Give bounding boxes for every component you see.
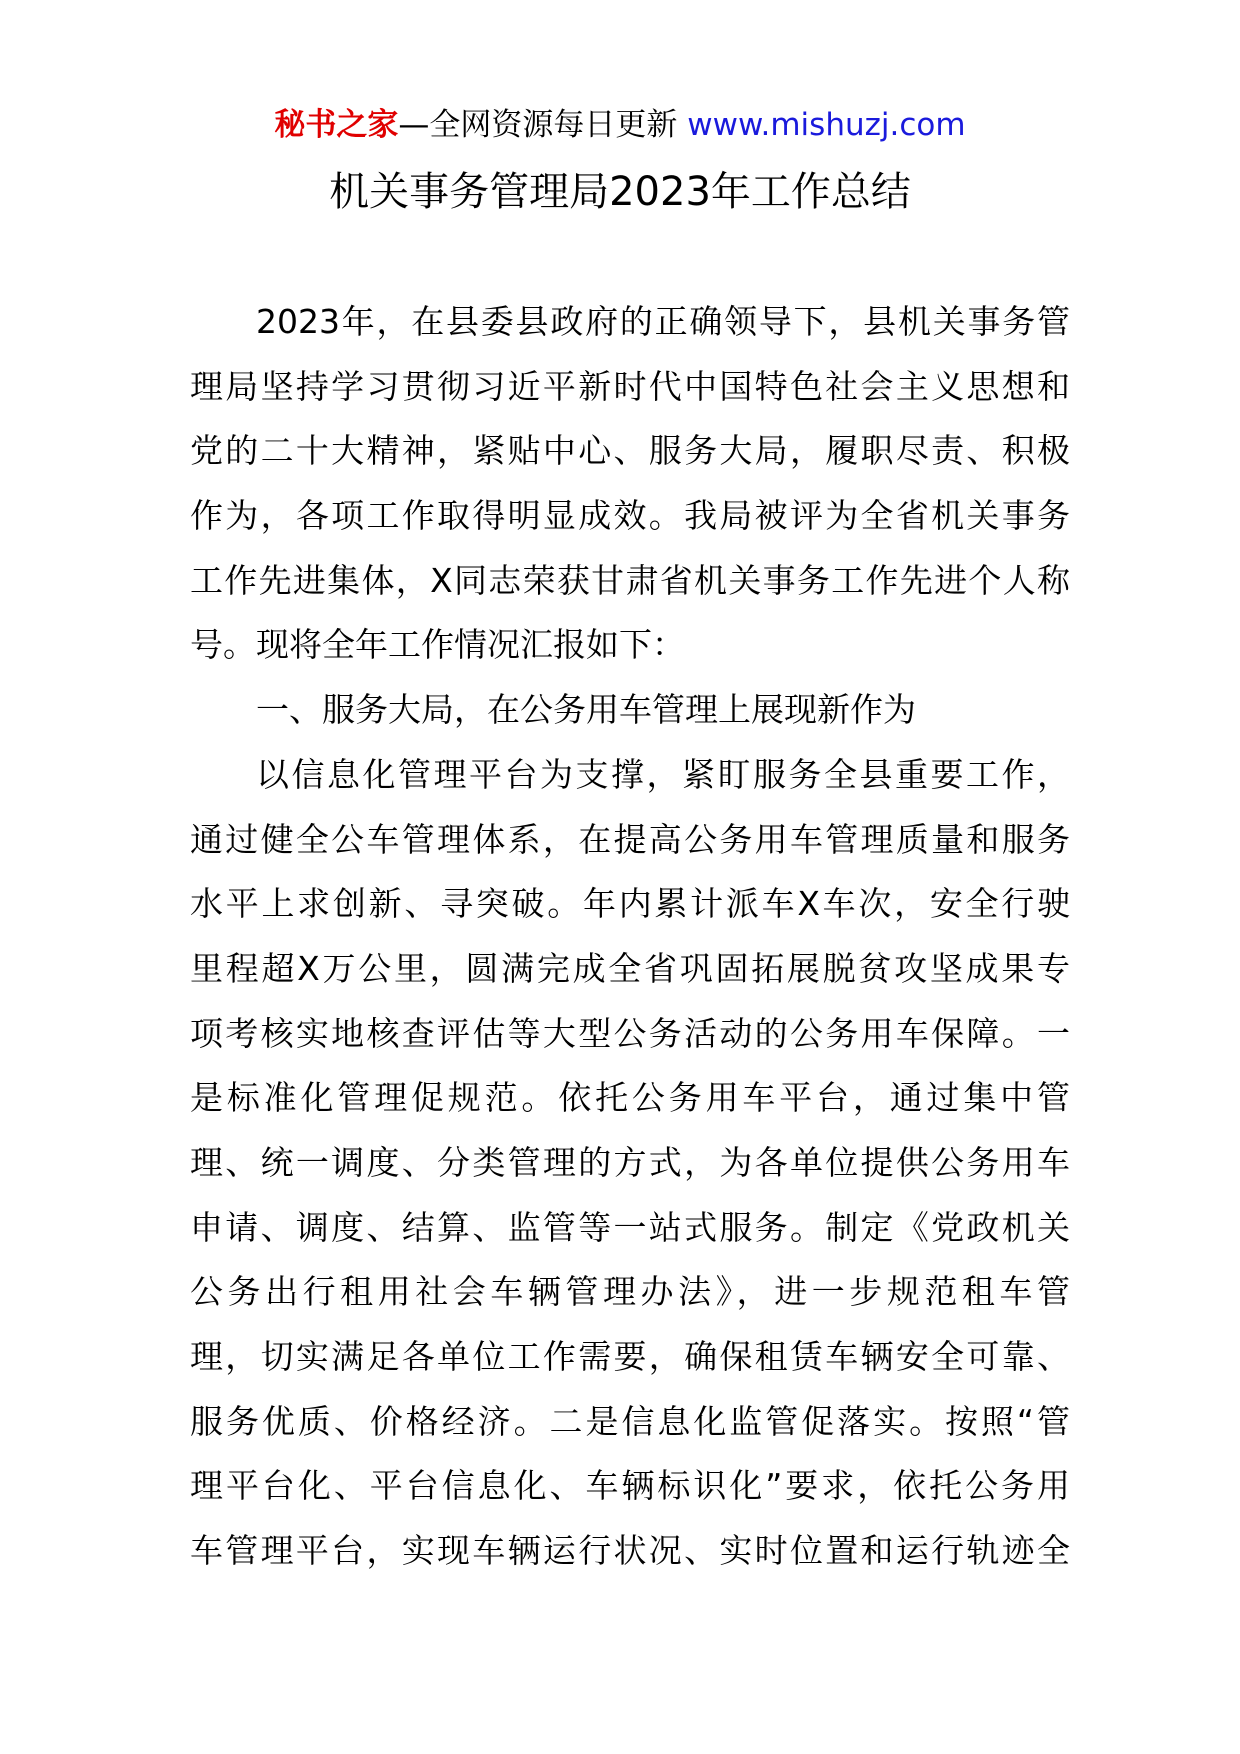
body-line: 通过健全公车管理体系，在提高公务用车管理质量和服务: [190, 819, 1070, 859]
body-line: 理，切实满足各单位工作需要，确保租赁车辆安全可靠、: [190, 1337, 1070, 1376]
body-line: 理平台化、平台信息化、车辆标识化”要求，依托公务用: [190, 1466, 1070, 1506]
body-line: 车管理平台，实现车辆运行状况、实时位置和运行轨迹全: [190, 1531, 1070, 1571]
body-line: 公务出行租用社会车辆管理办法》，进一步规范租车管: [190, 1272, 1070, 1312]
body-line: 作为，各项工作取得明显成效。我局被评为全省机关事务: [190, 496, 1070, 536]
watermark-banner: [0, 103, 1240, 147]
body-line: 党的二十大精神，紧贴中心、服务大局，履职尽责、积极: [190, 431, 1070, 471]
section-heading: 一、服务大局，在公务用车管理上展现新作为: [256, 690, 916, 730]
body-line: 申请、调度、结算、监管等一站式服务。制定《党政机关: [190, 1207, 1070, 1247]
banner-url-link[interactable]: www.mishuzj.com: [687, 107, 966, 143]
body-line: 服务优质、价格经济。二是信息化监管促落实。按照“管: [190, 1401, 1070, 1441]
document-body: [190, 290, 1070, 1584]
document-title: 机关事务管理局2023年工作总结: [329, 169, 911, 215]
body-line: 是标准化管理促规范。依托公务用车平台，通过集中管: [190, 1078, 1070, 1118]
banner-brand: 秘书之家: [274, 107, 399, 143]
banner-tagline: —全网资源每日更新: [398, 107, 678, 143]
body-line: 2023年，在县委县政府的正确领导下，县机关事务管: [256, 302, 1070, 341]
body-line: 理、统一调度、分类管理的方式，为各单位提供公务用车: [190, 1142, 1070, 1182]
body-line: 水平上求创新、寻突破。年内累计派车X车次，安全行驶: [190, 884, 1070, 924]
body-line: 理局坚持学习贯彻习近平新时代中国特色社会主义思想和: [190, 366, 1070, 406]
body-line: 项考核实地核查评估等大型公务活动的公务用车保障。一: [190, 1013, 1070, 1053]
body-line: 里程超X万公里，圆满完成全省巩固拓展脱贫攻坚成果专: [190, 948, 1070, 988]
body-line: 以信息化管理平台为支撑，紧盯服务全县重要工作，: [256, 754, 1070, 794]
body-line: 工作先进集体，X同志荣获甘肃省机关事务工作先进个人称: [190, 560, 1070, 600]
body-line: 号。现将全年工作情况汇报如下：: [190, 625, 685, 665]
